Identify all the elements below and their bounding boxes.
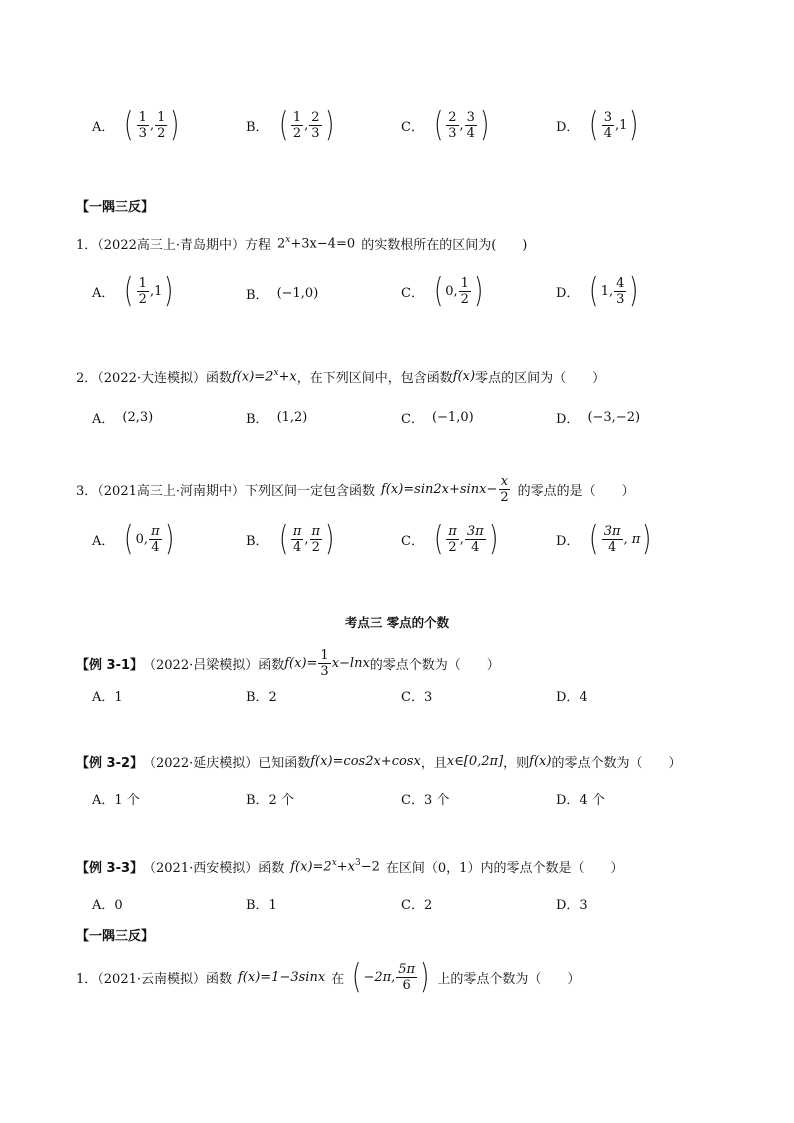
ex33-option-a: A．0 — [92, 898, 123, 913]
ex31-option-b: B．2 — [246, 690, 277, 705]
ex33-option-c: C．2 — [401, 898, 433, 913]
ex33-option-d: D．3 — [556, 898, 588, 913]
option-a: A． ( $\frac{1}{3}$ , $\frac{1}{2}$ ) — [92, 105, 180, 145]
ex31-option-a: A．1 — [92, 690, 123, 705]
q2-option-c: C． (−1,0) — [401, 410, 474, 427]
ex31-option-c: C．3 — [401, 690, 433, 705]
option-d: D． ( $\frac{3}{4}$ , 1 ) — [556, 105, 639, 145]
question-2: 2．（2022·大连模拟）函数 $f(x)=2^x+x$ ，在下列区间中，包含函数 f(x) 零点的区间为（ ） — [76, 368, 606, 386]
option-b: B． ( $\frac{1}{2}$ , $\frac{2}{3}$ ) — [246, 105, 334, 145]
section-heading: 【一隅三反】 — [76, 200, 155, 215]
q1-option-a: A． ( $\frac{1}{2}$ ,1 ) — [92, 271, 174, 311]
ex32-option-c: C．3 个 — [401, 793, 450, 808]
ex33-option-b: B．1 — [246, 898, 277, 913]
question-1: 1．（2022高三上·青岛期中）方程 $2^x+3x-4=0$ 的实数根所在的区间为( ) — [76, 235, 528, 253]
example-3-3: 【例 3-3】 （2021·西安模拟）函数 $f(x)=2^x+x^3-2$ 在区间（0，1）内的零点个数是（ ） — [76, 858, 624, 876]
q1-option-b: B． (−1,0) — [246, 286, 319, 303]
ex32-option-d: D．4 个 — [556, 793, 605, 808]
example-3-1: 【例 3-1】 （2022·吕梁模拟）函数 f(x)= $\frac{1}{3}$ x−lnx 的零点个数为（ ） — [76, 648, 500, 679]
example-3-2: 【例 3-2】 （2022·延庆模拟）已知函数 f(x)=cos2x+cosx ，且 x∈[0,2π] ，则 f(x) 的零点个数为（ ） — [76, 754, 682, 771]
q1-option-c: C． ( 0, $\frac{1}{2}$ ) — [401, 271, 484, 311]
question-3: 3．（2021高三上·河南期中）下列区间一定包含函数 f(x)=sin2x+sinx− $\frac{x}{2}$ 的零点的是（ ） — [76, 474, 635, 505]
q3-option-d: D． ( $\frac{3\pi}{4}$ , π ) — [556, 519, 652, 559]
q3-option-b: B． ( $\frac{\pi}{4}$ , $\frac{\pi}{2}$ ) — [246, 519, 335, 559]
option-c: C． ( $\frac{2}{3}$ , $\frac{3}{4}$ ) — [401, 105, 490, 145]
q3-option-a: A． ( 0, $\frac{\pi}{4}$ ) — [92, 519, 174, 559]
section-title: 考点三 零点的个数 — [344, 615, 450, 630]
q1-option-d: D． ( 1, $\frac{4}{3}$ ) — [556, 271, 639, 311]
ex32-option-a: A．1 个 — [92, 793, 140, 808]
ex32-option-b: B．2 个 — [246, 793, 294, 808]
q2-option-b: B． (1,2) — [246, 410, 308, 427]
q2-option-a: A． (2,3) — [92, 410, 154, 427]
q2-option-d: D． (−3,−2) — [556, 410, 641, 427]
q3-option-c: C． ( $\frac{\pi}{2}$ , $\frac{3\pi}{4}$ ) — [401, 519, 499, 559]
section-heading-2: 【一隅三反】 — [76, 929, 155, 944]
ex31-option-d: D．4 — [556, 690, 588, 705]
question-4: 1．（2021·云南模拟）函数 f(x)=1−3sinx 在 ( −2π, $\frac{5\pi}{6}$ ) 上的零点个数为（ ） — [76, 957, 581, 997]
